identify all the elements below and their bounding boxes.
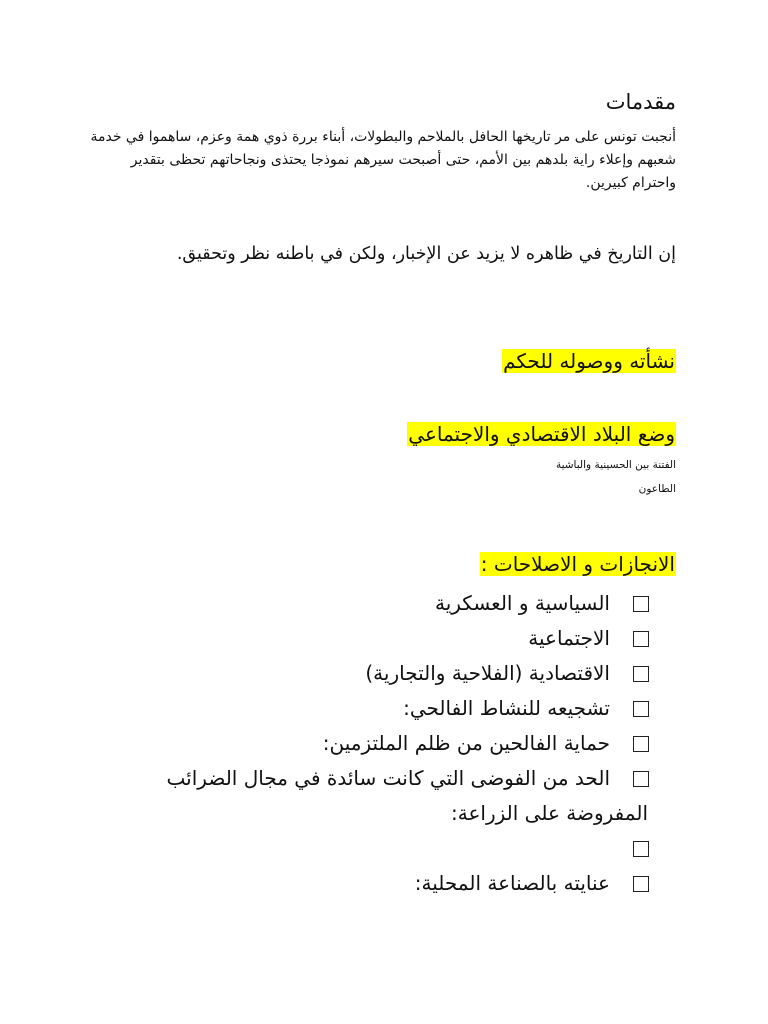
checklist-item-label: السياسية و العسكرية [434, 591, 610, 615]
empty-checkbox-icon [633, 736, 649, 752]
achievements-checklist [88, 586, 648, 901]
heading-rise-to-power [502, 345, 676, 377]
heading-achievements [480, 548, 676, 580]
situation-item-strife: الفتنة بين الحسينية والباشية [555, 459, 676, 471]
intro-paragraph: أنجبت تونس على مر تاريخها الحافل بالملاحم والبطولات، أبناء بررة ذوي همة وعزم، ساهموا في خدمة شعبهم وإعلاء راية بلدهم بين الأمم، حتى أصبحت سيرهم نموذجا يحتذى ونجاحاتهم تحظى بتقدير واحترام كبيرين. [90, 129, 676, 191]
heading-rise-to-power-text: نشأته ووصوله للحكم [503, 349, 675, 373]
heading-achievements-text: الانجازات و الاصلاحات : [480, 552, 675, 576]
checklist-item-local-industry [88, 866, 648, 901]
empty-checkbox-icon [633, 876, 649, 892]
checklist-item-label: حماية الفالحين من ظلم الملتزمين: [322, 731, 610, 755]
checklist-item-agriculture-encouragement [88, 691, 648, 726]
checklist-item-label: الحد من الفوضى التي كانت سائدة في مجال الضرائب [166, 766, 610, 790]
situation-list [556, 453, 676, 501]
checklist-item-social [88, 621, 648, 656]
checklist-item-label: الاجتماعية [528, 626, 610, 650]
checklist-item-political-military [88, 586, 648, 621]
empty-checkbox-icon [633, 841, 649, 857]
situation-item-plague: الطاعون [638, 483, 676, 495]
empty-checkbox-icon [633, 596, 649, 612]
empty-checkbox-icon [633, 701, 649, 717]
checklist-item-label: تشجيعه للنشاط الفالحي: [403, 696, 610, 720]
checklist-item-continuation: المفروضة على الزراعة: [451, 801, 648, 825]
empty-checkbox-icon [633, 771, 649, 787]
section-title-introductions: مقدمات [605, 90, 676, 114]
heading-country-situation [407, 418, 676, 450]
empty-checkbox-icon [633, 666, 649, 682]
heading-country-situation-text: وضع البلاد الاقتصادي والاجتماعي [408, 422, 675, 446]
checklist-item-empty [88, 831, 648, 866]
checklist-item-label: عنايته بالصناعة المحلية: [414, 871, 610, 895]
history-quote: إن التاريخ في ظاهره لا يزيد عن الإخبار، ولكن في باطنه نظر وتحقيق. [176, 244, 676, 264]
checklist-item-farmer-protection [88, 726, 648, 761]
checklist-item-tax-reform [88, 761, 648, 831]
checklist-item-label: الاقتصادية (الفلاحية والتجارية) [365, 661, 610, 685]
empty-checkbox-icon [633, 631, 649, 647]
checklist-item-economic [88, 656, 648, 691]
